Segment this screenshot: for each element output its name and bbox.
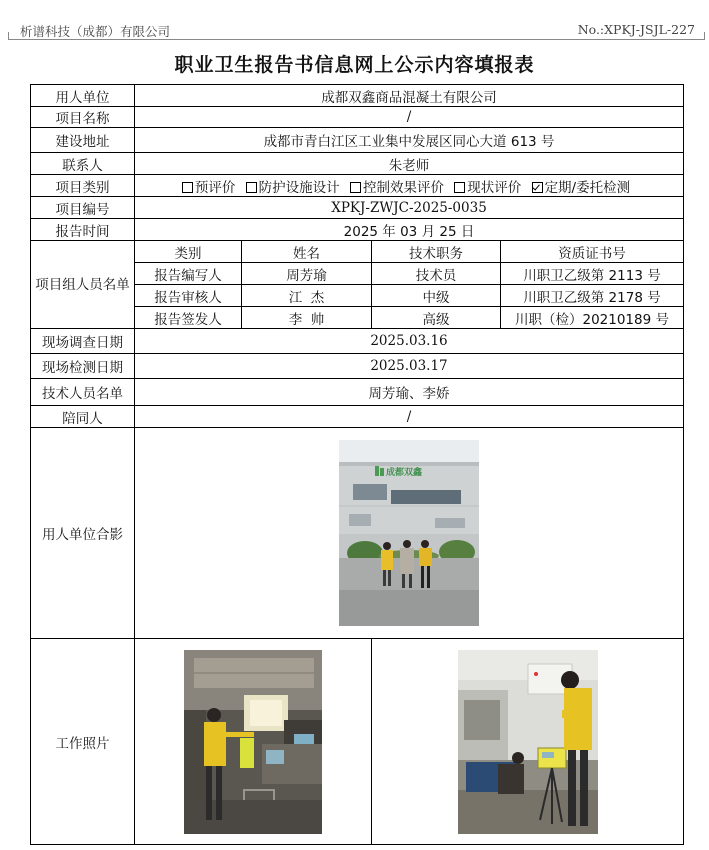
group-photo-image: [339, 440, 479, 626]
checkbox-icon[interactable]: [350, 182, 361, 193]
disclosure-form-table: [30, 84, 684, 845]
work-photo-office: [184, 650, 322, 834]
employer-value: 成都双鑫商品混凝土有限公司: [135, 85, 684, 107]
option-text: 预评价: [194, 179, 236, 196]
checkbox-icon[interactable]: [246, 182, 257, 193]
row-group-photo: [31, 428, 684, 639]
header-corner-right: [704, 32, 705, 40]
option-text: 定期/委托检测: [544, 179, 631, 196]
report-date-value: 2025 年 03 月 25 日: [135, 219, 684, 241]
group-photo-cell: [135, 428, 684, 639]
team-header-role: 类别: [135, 241, 242, 263]
member-title: 高级: [372, 307, 501, 329]
team-header-cert: 资质证书号: [501, 241, 684, 263]
work-photos-label: 工作照片: [31, 639, 135, 845]
checkbox-checked-icon[interactable]: [532, 182, 543, 193]
work-photo-sampling-svg: [458, 650, 598, 834]
row-employer: [31, 85, 684, 107]
document-number: No.:XPKJ-JSJL-227: [577, 22, 695, 37]
project-type-options: [135, 175, 684, 197]
option-protection-design[interactable]: [246, 180, 340, 196]
project-no-label: 项目编号: [31, 197, 135, 219]
member-name: 江 杰: [242, 285, 372, 307]
header-divider: [8, 39, 705, 40]
member-cert: 川职卫乙级第 2178 号: [501, 285, 684, 307]
employer-label: 用人单位: [31, 85, 135, 107]
row-work-photos: [31, 639, 684, 845]
test-date-value: 2025.03.17: [135, 354, 684, 379]
project-name-value: /: [135, 107, 684, 128]
row-escort: [31, 406, 684, 428]
project-no-value: XPKJ-ZWJC-2025-0035: [135, 197, 684, 219]
technicians-label: 技术人员名单: [31, 379, 135, 406]
member-cert: 川职（检）20210189 号: [501, 307, 684, 329]
row-project-name: [31, 107, 684, 128]
member-title: 技术员: [372, 263, 501, 285]
company-name: 析谱科技（成都）有限公司: [20, 24, 171, 39]
option-text: 防护设施设计: [258, 179, 340, 196]
member-title: 中级: [372, 285, 501, 307]
row-report-date: [31, 219, 684, 241]
header-corner-left: [8, 32, 9, 40]
technicians-value: 周芳瑜、李娇: [135, 379, 684, 406]
member-role: 报告签发人: [135, 307, 242, 329]
row-survey-date: [31, 329, 684, 354]
member-role: 报告审核人: [135, 285, 242, 307]
member-name: 周芳瑜: [242, 263, 372, 285]
row-technicians: [31, 379, 684, 406]
team-header-name: 姓名: [242, 241, 372, 263]
row-project-type: [31, 175, 684, 197]
contact-label: 联系人: [31, 153, 135, 175]
member-role: 报告编写人: [135, 263, 242, 285]
report-date-label: 报告时间: [31, 219, 135, 241]
group-photo-label: 用人单位合影: [31, 428, 135, 639]
team-header-title: 技术职务: [372, 241, 501, 263]
member-name: 李 帅: [242, 307, 372, 329]
option-control-evaluation[interactable]: [350, 180, 444, 196]
work-photo-office-svg: [184, 650, 322, 834]
row-test-date: [31, 354, 684, 379]
project-type-label: 项目类别: [31, 175, 135, 197]
work-photo-sampling: [458, 650, 598, 834]
team-label: 项目组人员名单: [31, 241, 135, 329]
project-name-label: 项目名称: [31, 107, 135, 128]
address-label: 建设地址: [31, 128, 135, 153]
survey-date-value: 2025.03.16: [135, 329, 684, 354]
work-photo-cell-left: [135, 639, 372, 845]
page-header: [8, 18, 705, 40]
option-pre-evaluation[interactable]: [182, 180, 236, 196]
team-header-row: [31, 241, 684, 263]
form-title: 职业卫生报告书信息网上公示内容填报表: [174, 54, 535, 76]
option-text: 现状评价: [467, 179, 522, 196]
option-periodic-testing[interactable]: [532, 180, 631, 196]
row-contact: [31, 153, 684, 175]
escort-label: 陪同人: [31, 406, 135, 428]
row-project-no: [31, 197, 684, 219]
contact-value: 朱老师: [135, 153, 684, 175]
group-photo-svg: [339, 440, 479, 626]
work-photo-cell-right: [372, 639, 684, 845]
address-value: 成都市青白江区工业集中发展区同心大道 613 号: [135, 128, 684, 153]
member-cert: 川职卫乙级第 2113 号: [501, 263, 684, 285]
checkbox-icon[interactable]: [182, 182, 193, 193]
option-status-evaluation[interactable]: [454, 180, 521, 196]
group-photo-sign: 成都双鑫: [386, 468, 423, 478]
checkbox-icon[interactable]: [454, 182, 465, 193]
row-address: [31, 128, 684, 153]
escort-value: /: [135, 406, 684, 428]
survey-date-label: 现场调查日期: [31, 329, 135, 354]
test-date-label: 现场检测日期: [31, 354, 135, 379]
option-text: 控制效果评价: [362, 179, 444, 196]
